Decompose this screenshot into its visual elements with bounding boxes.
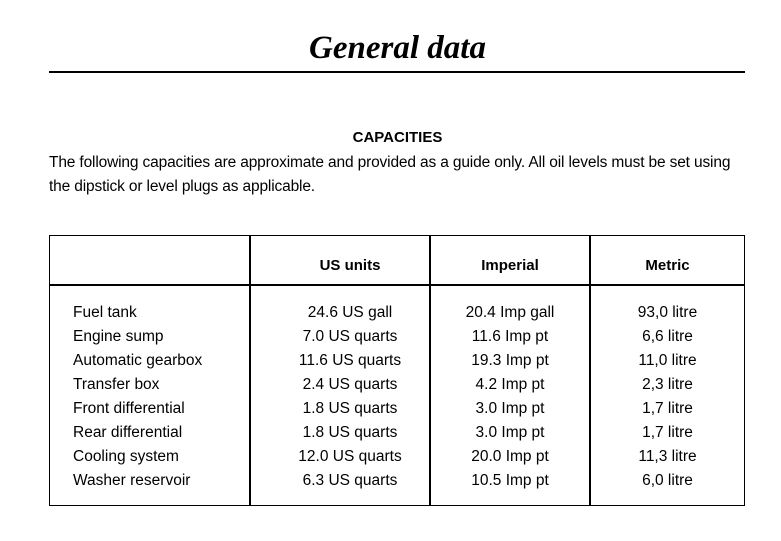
table-row <box>50 301 744 325</box>
table-row <box>50 421 744 445</box>
table-row <box>50 397 744 421</box>
us-value: 7.0 US quarts <box>302 328 398 345</box>
imperial-value: 11.6 Imp pt <box>471 328 549 345</box>
imperial-value: 20.0 Imp pt <box>471 448 549 465</box>
table-body <box>50 301 744 493</box>
us-value: 6.3 US quarts <box>302 472 398 489</box>
column-header-imperial: Imperial <box>481 257 539 274</box>
row-label: Cooling system <box>73 448 179 465</box>
row-label: Fuel tank <box>73 304 137 321</box>
row-label: Automatic gearbox <box>73 352 203 369</box>
imperial-value: 4.2 Imp pt <box>475 376 545 393</box>
imperial-value: 3.0 Imp pt <box>475 400 545 417</box>
row-label: Transfer box <box>73 376 160 393</box>
us-value: 24.6 US gall <box>307 304 393 321</box>
column-header-us-units: US units <box>319 257 381 274</box>
column-header-metric: Metric <box>645 257 690 274</box>
row-label: Front differential <box>73 400 185 417</box>
us-value: 11.6 US quarts <box>298 352 402 369</box>
table-row <box>50 445 744 469</box>
imperial-value: 20.4 Imp gall <box>465 304 555 321</box>
table-row <box>50 349 744 373</box>
title-divider <box>49 71 745 73</box>
metric-value: 11,0 litre <box>638 352 697 369</box>
intro-paragraph: The following capacities are approximate and provided as a guide only. All oil levels must be set using the dipstick or level plugs as applicable. <box>49 154 731 195</box>
table-row <box>50 469 744 493</box>
us-value: 1.8 US quarts <box>302 400 398 417</box>
table-row <box>50 373 744 397</box>
table-row <box>50 325 744 349</box>
imperial-value: 10.5 Imp pt <box>471 472 549 489</box>
page-title: General data <box>309 30 486 66</box>
row-label: Washer reservoir <box>73 472 191 489</box>
metric-value: 93,0 litre <box>637 304 698 321</box>
metric-value: 2,3 litre <box>642 376 693 393</box>
row-label: Rear differential <box>73 424 183 441</box>
capacities-table <box>49 235 745 506</box>
us-value: 12.0 US quarts <box>298 448 402 465</box>
section-heading: CAPACITIES <box>352 129 443 146</box>
us-value: 2.4 US quarts <box>302 376 398 393</box>
metric-value: 1,7 litre <box>642 424 693 441</box>
imperial-value: 3.0 Imp pt <box>475 424 545 441</box>
metric-value: 11,3 litre <box>638 448 697 465</box>
us-value: 1.8 US quarts <box>302 424 398 441</box>
header-divider <box>50 284 744 286</box>
imperial-value: 19.3 Imp pt <box>471 352 549 369</box>
row-label: Engine sump <box>73 328 164 345</box>
metric-value: 1,7 litre <box>642 400 693 417</box>
metric-value: 6,0 litre <box>642 472 693 489</box>
metric-value: 6,6 litre <box>642 328 693 345</box>
